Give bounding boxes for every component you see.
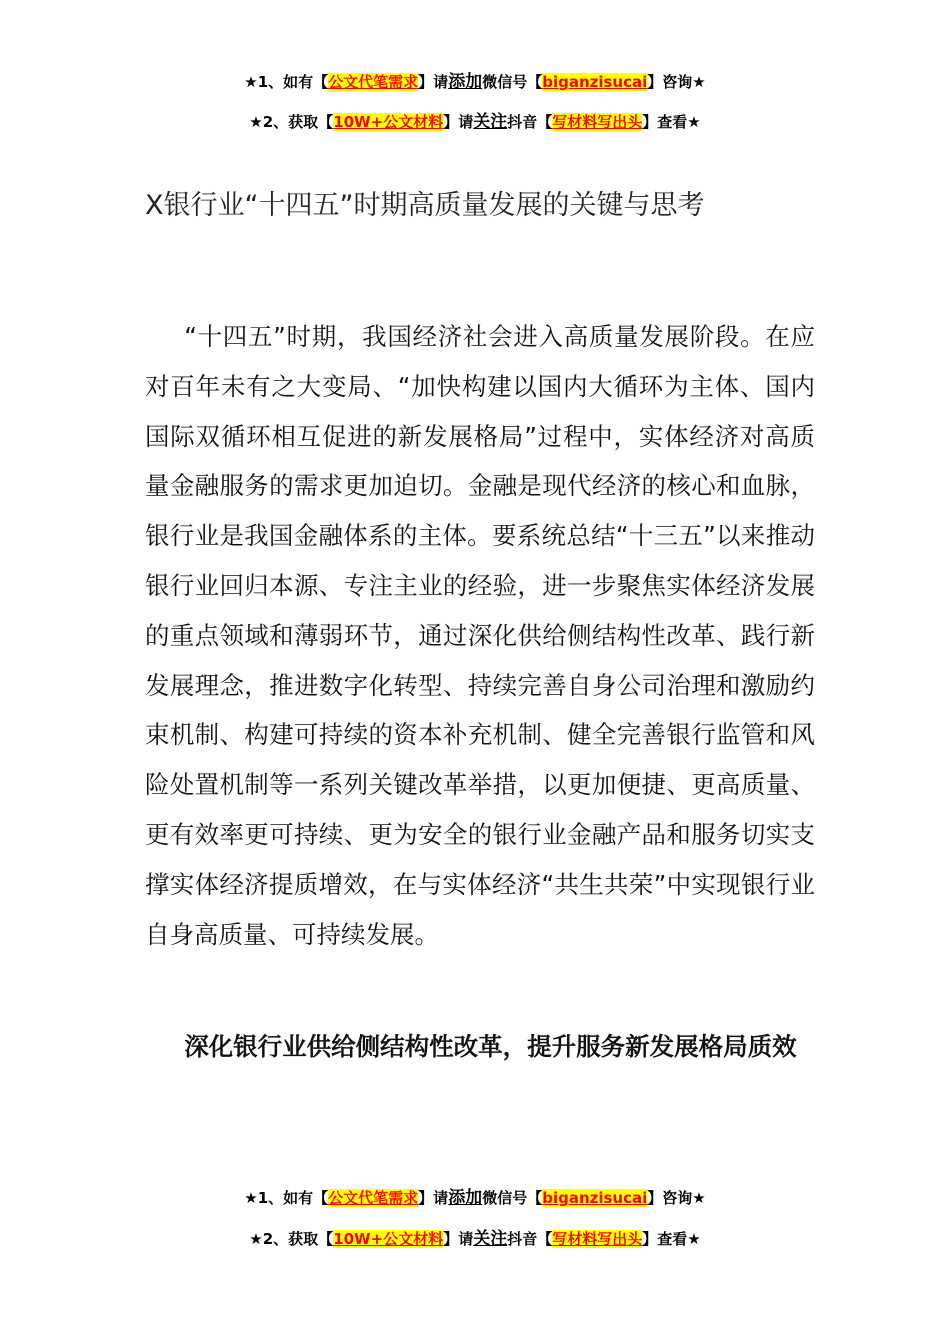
bottom-notice-line-2 xyxy=(0,1227,950,1251)
notice-emphasis: 关注 xyxy=(473,1229,508,1249)
notice-text: 】请 xyxy=(418,1189,449,1207)
notice-suffix: 】查看★ xyxy=(642,113,701,131)
notice-emphasis: 添加 xyxy=(448,1188,483,1208)
notice-text: 抖音【 xyxy=(507,113,553,131)
notice-text: 抖音【 xyxy=(507,1230,553,1248)
notice-text: 】请 xyxy=(443,1230,474,1248)
wechat-id-link[interactable]: biganzisucai xyxy=(542,73,648,91)
section-heading: 深化银行业供给侧结构性改革，提升服务新发展格局质效 xyxy=(184,1032,797,1061)
notice-suffix: 】咨询★ xyxy=(647,1189,706,1207)
notice-suffix: 】咨询★ xyxy=(647,73,706,91)
bottom-notice-line-1 xyxy=(0,1186,950,1210)
notice-text: 】请 xyxy=(443,113,474,131)
douyin-account-link[interactable]: 写材料写出头 xyxy=(552,1230,643,1248)
notice-text: 】请 xyxy=(418,73,449,91)
notice-highlight-link[interactable]: 公文代笔需求 xyxy=(328,1189,419,1207)
notice-suffix: 】查看★ xyxy=(642,1230,701,1248)
notice-prefix: ★1、如有【 xyxy=(244,1189,329,1207)
top-notice-line-1 xyxy=(0,70,950,94)
notice-text: 微信号【 xyxy=(482,1189,543,1207)
notice-highlight-link[interactable]: 10W+公文材料 xyxy=(333,113,444,131)
notice-prefix: ★2、获取【 xyxy=(249,1230,334,1248)
top-notice-line-2 xyxy=(0,110,950,134)
notice-highlight-link[interactable]: 10W+公文材料 xyxy=(333,1230,444,1248)
notice-prefix: ★2、获取【 xyxy=(249,113,334,131)
notice-text: 微信号【 xyxy=(482,73,543,91)
notice-highlight-link[interactable]: 公文代笔需求 xyxy=(328,73,419,91)
document-title: X银行业“十四五”时期高质量发展的关键与思考 xyxy=(145,190,705,221)
notice-emphasis: 关注 xyxy=(473,112,508,132)
wechat-id-link[interactable]: biganzisucai xyxy=(542,1189,648,1207)
body-paragraph: “十四五”时期，我国经济社会进入高质量发展阶段。在应对百年未有之大变局、“加快构建以国内大循环为主体、国内国际双循环相互促进的新发展格局”过程中，实体经济对高质量金融服务的需求更加迫切。金融是现代经济的核心和血脉，银行业是我国金融体系的主体。要系统总结“十三五”以来推动银行业回归本源、专注主业的经验，进一步聚焦实体经济发展的重点领域和薄弱环节，通过深化供给侧结构性改革、践行新发展理念，推进数字化转型、持续完善自身公司治理和激励约束机制、构建可持续的资本补充机制、健全完善银行监管和风险处置机制等一系列关键改革举措，以更加便捷、更高质量、更有效率更可持续、更为安全的银行业金融产品和服务切实支撑实体经济提质增效，在与实体经济“共生共荣”中实现银行业自身高质量、可持续发展。 xyxy=(145,322,815,949)
notice-emphasis: 添加 xyxy=(448,72,483,92)
douyin-account-link[interactable]: 写材料写出头 xyxy=(552,113,643,131)
notice-prefix: ★1、如有【 xyxy=(244,73,329,91)
